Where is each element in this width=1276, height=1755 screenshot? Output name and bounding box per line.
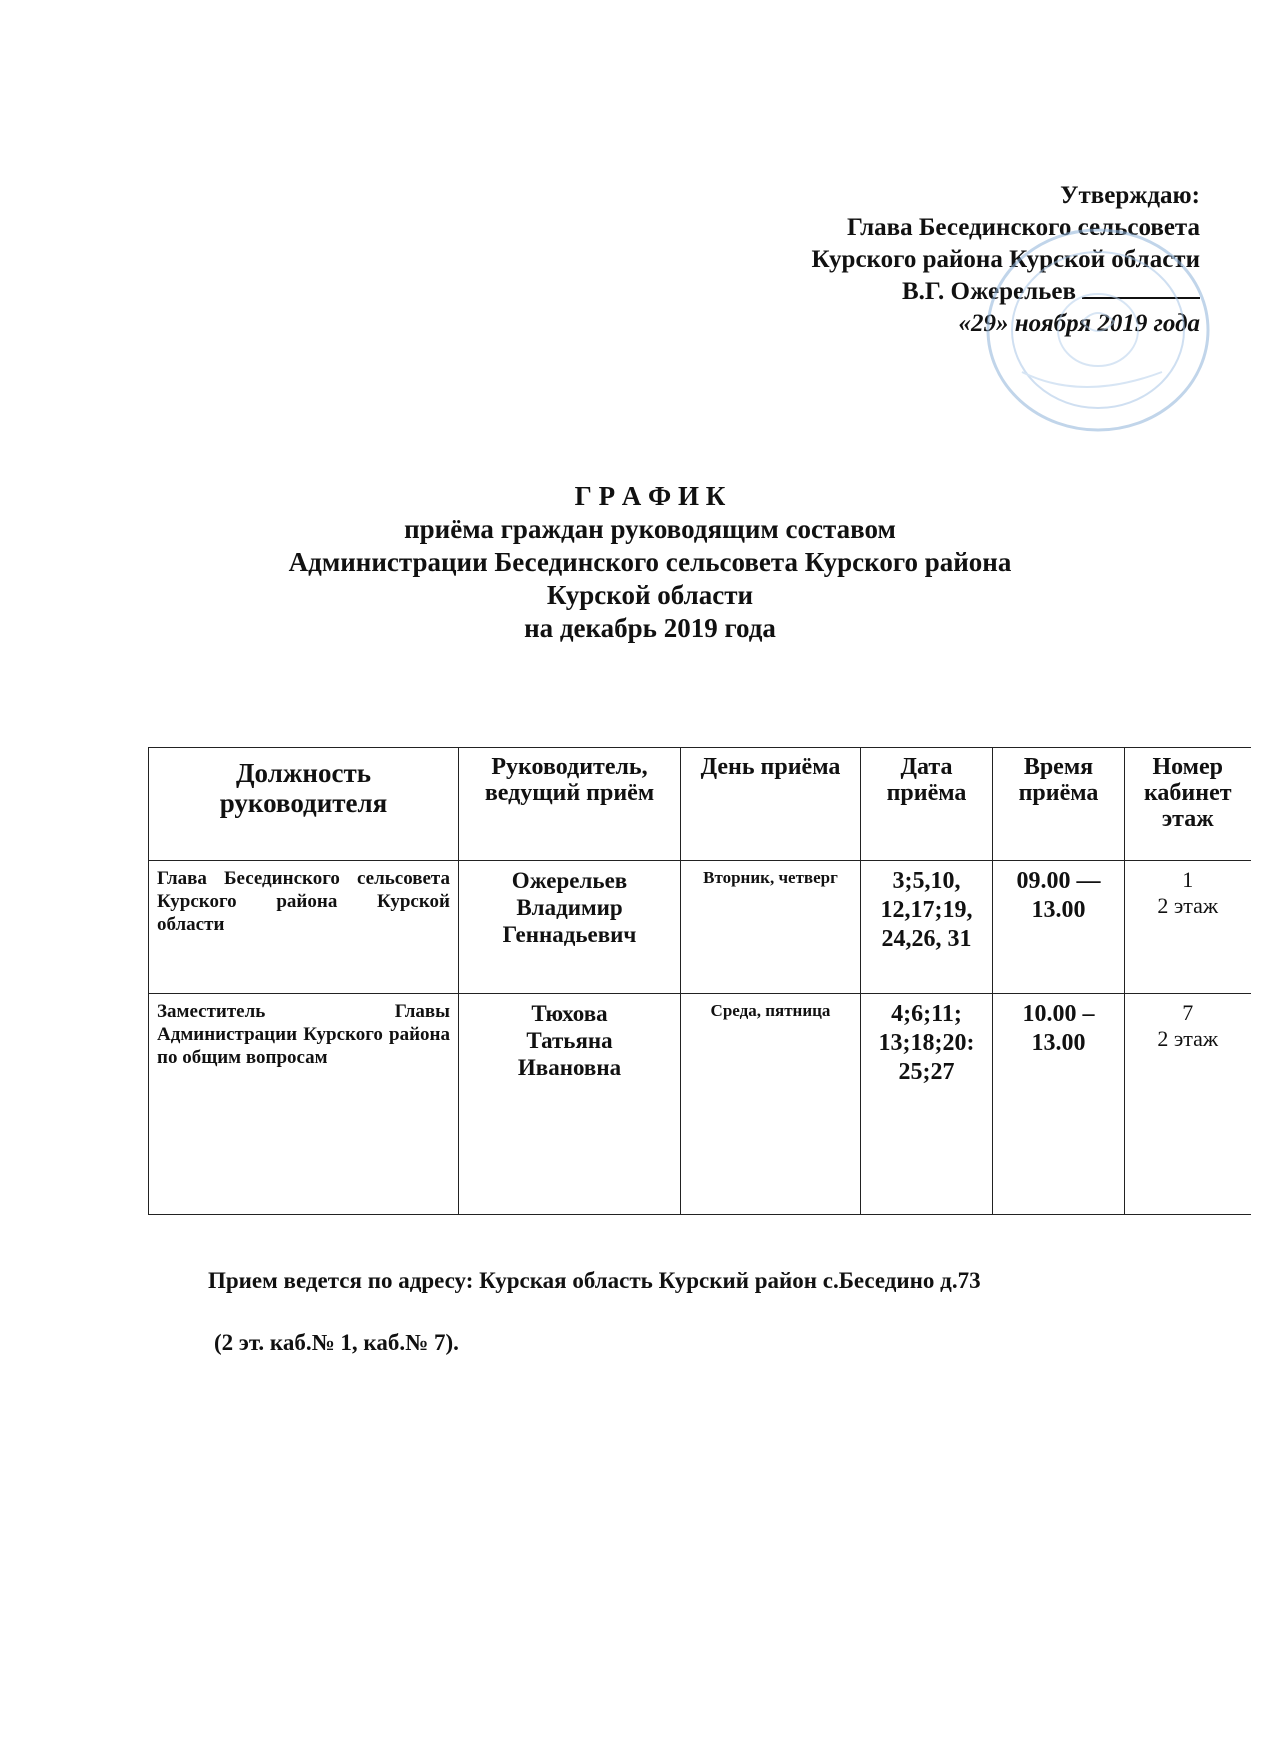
column-header-position: Должность руководителя	[149, 748, 459, 861]
cell-day: Вторник, четверг	[681, 861, 861, 994]
document-title	[150, 480, 1150, 645]
cell-position: Глава Бесединского сельсовета Курского района Курской области	[149, 861, 459, 994]
cell-official	[459, 861, 681, 994]
reception-address: Прием ведется по адресу: Курская область Курский район с.Беседино д.73	[208, 1268, 981, 1293]
table-row	[149, 994, 1251, 1215]
cell-dates: 3;5,10, 12,17;19, 24,26, 31	[861, 861, 993, 994]
reception-rooms: (2 эт. каб.№ 1, каб.№ 7).	[214, 1330, 459, 1355]
title-organization: Администрации Бесединского сельсовета Курского района	[288, 547, 1012, 577]
title-heading: Г Р А Ф И К	[574, 481, 726, 511]
official-surname: Тюхова	[531, 1001, 608, 1026]
room-floor: 2 этаж	[1157, 893, 1219, 918]
cell-time: 10.00 – 13.00	[993, 994, 1125, 1215]
cell-day: Среда, пятница	[681, 994, 861, 1215]
room-number: 1	[1182, 867, 1194, 892]
table-row	[149, 861, 1251, 994]
table-header-row	[149, 748, 1251, 861]
official-patronymic: Геннадьевич	[502, 922, 637, 947]
approval-date: «29» ноября 2019 года	[958, 310, 1200, 337]
cell-room	[1125, 861, 1251, 994]
column-header-official: Руководитель, ведущий приём	[459, 748, 681, 861]
column-header-time: Время приёма	[993, 748, 1125, 861]
schedule-table	[148, 747, 1251, 1215]
cell-room	[1125, 994, 1251, 1215]
official-surname: Ожерельев	[511, 868, 628, 893]
title-subject: приёма граждан руководящим составом	[404, 514, 896, 544]
title-period: на декабрь 2019 года	[524, 613, 776, 643]
approval-heading: Утверждаю:	[1060, 182, 1200, 209]
official-patronymic: Ивановна	[517, 1055, 622, 1080]
room-floor: 2 этаж	[1157, 1026, 1219, 1051]
cell-position: Заместитель Главы Администрации Курского района по общим вопросам	[149, 994, 459, 1215]
cell-time: 09.00 — 13.00	[993, 861, 1125, 994]
approval-signatory-name: В.Г. Ожерельев	[902, 278, 1076, 305]
approval-region-line: Курского района Курской области	[811, 246, 1200, 273]
cell-dates: 4;6;11; 13;18;20: 25;27	[861, 994, 993, 1215]
approval-title-line: Глава Бесединского сельсовета	[847, 214, 1200, 241]
column-header-room: Номер кабинет этаж	[1125, 748, 1251, 861]
room-number: 7	[1182, 1000, 1194, 1025]
column-header-date: Дата приёма	[861, 748, 993, 861]
official-first-name: Владимир	[516, 895, 623, 920]
title-region: Курской области	[546, 580, 754, 610]
column-header-day: День приёма	[681, 748, 861, 861]
seal-stamp	[982, 222, 1214, 438]
cell-official	[459, 994, 681, 1215]
official-first-name: Татьяна	[526, 1028, 613, 1053]
